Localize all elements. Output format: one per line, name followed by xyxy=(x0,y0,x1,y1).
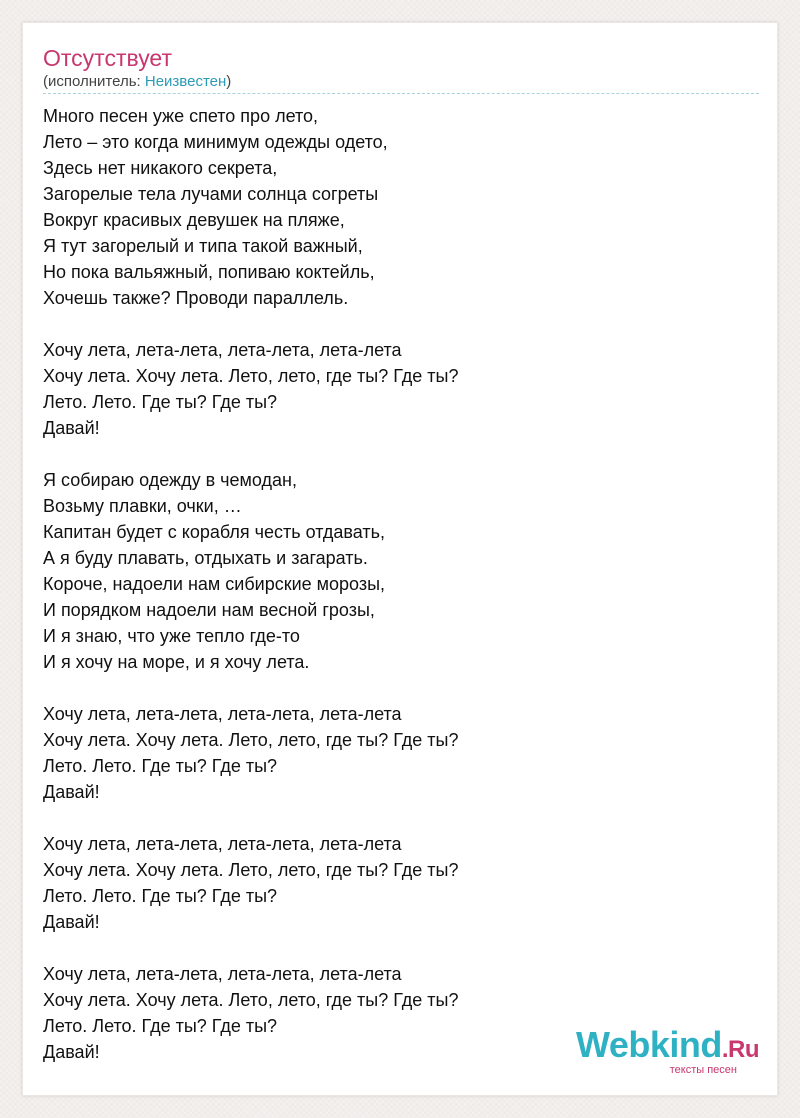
lyrics-stanza xyxy=(43,831,763,935)
lyrics-line: Лето. Лето. Где ты? Где ты? xyxy=(43,886,278,906)
lyrics-line: Давай! xyxy=(43,418,100,438)
artist-suffix: ) xyxy=(226,73,232,90)
lyrics-line: Хочу лета. Хочу лета. Лето, лето, где ты? Где ты? xyxy=(43,730,459,750)
lyrics-line: Возьму плавки, очки, … xyxy=(43,496,242,516)
lyrics-line: Но пока вальяжный, попиваю коктейль, xyxy=(43,262,375,282)
lyrics-stanza xyxy=(43,701,763,805)
lyrics-line: Капитан будет с корабля честь отдавать, xyxy=(43,522,386,542)
lyrics-line: Хочу лета, лета-лета, лета-лета, лета-лета xyxy=(43,340,402,360)
logo-word: Webkind xyxy=(575,1024,722,1065)
lyrics-line: Лето – это когда минимум одежды одето, xyxy=(43,132,388,152)
lyrics-body xyxy=(43,103,763,1091)
title-divider xyxy=(43,93,759,94)
lyrics-line: Хочу лета, лета-лета, лета-лета, лета-лета xyxy=(43,704,402,724)
lyrics-line: А я буду плавать, отдыхать и загарать. xyxy=(43,548,368,568)
lyrics-line: Загорелые тела лучами солнца согреты xyxy=(43,184,379,204)
lyrics-line: И я знаю, что уже тепло где-то xyxy=(43,626,300,646)
logo-tld: .Ru xyxy=(721,1036,759,1063)
lyrics-stanza xyxy=(43,103,763,311)
artist-link[interactable]: Неизвестен xyxy=(144,73,227,90)
lyrics-line: Хочу лета, лета-лета, лета-лета, лета-лета xyxy=(43,834,402,854)
lyrics-card xyxy=(22,22,778,1096)
artist-line xyxy=(43,73,231,91)
lyrics-line: Я собираю одежду в чемодан, xyxy=(43,470,297,490)
lyrics-line: Лето. Лето. Где ты? Где ты? xyxy=(43,392,278,412)
lyrics-line: Хочешь также? Проводи параллель. xyxy=(43,288,349,308)
lyrics-line: Лето. Лето. Где ты? Где ты? xyxy=(43,756,278,776)
lyrics-stanza xyxy=(43,337,763,441)
lyrics-line: Давай! xyxy=(43,912,100,932)
lyrics-line: Много песен уже спето про лето, xyxy=(43,106,319,126)
lyrics-line: Хочу лета. Хочу лета. Лето, лето, где ты? Где ты? xyxy=(43,860,459,880)
lyrics-line: Я тут загорелый и типа такой важный, xyxy=(43,236,363,256)
lyrics-line: Хочу лета, лета-лета, лета-лета, лета-лета xyxy=(43,964,402,984)
artist-prefix: (исполнитель: xyxy=(43,73,145,90)
lyrics-line: Хочу лета. Хочу лета. Лето, лето, где ты? Где ты? xyxy=(43,990,459,1010)
lyrics-stanza xyxy=(43,467,763,675)
lyrics-line: Давай! xyxy=(43,1042,100,1062)
lyrics-line: Вокруг красивых девушек на пляже, xyxy=(43,210,345,230)
lyrics-line: Лето. Лето. Где ты? Где ты? xyxy=(43,1016,278,1036)
song-title: Отсутствует xyxy=(43,45,172,71)
webkind-logo[interactable] xyxy=(559,1025,759,1081)
lyrics-line: Здесь нет никакого секрета, xyxy=(43,158,278,178)
lyrics-line: Давай! xyxy=(43,782,100,802)
lyrics-line: И я хочу на море, и я хочу лета. xyxy=(43,652,310,672)
lyrics-line: Хочу лета. Хочу лета. Лето, лето, где ты? Где ты? xyxy=(43,366,459,386)
lyrics-line: Короче, надоели нам сибирские морозы, xyxy=(43,574,386,594)
logo-subtitle: тексты песен xyxy=(669,1064,737,1076)
lyrics-line: И порядком надоели нам весной грозы, xyxy=(43,600,375,620)
